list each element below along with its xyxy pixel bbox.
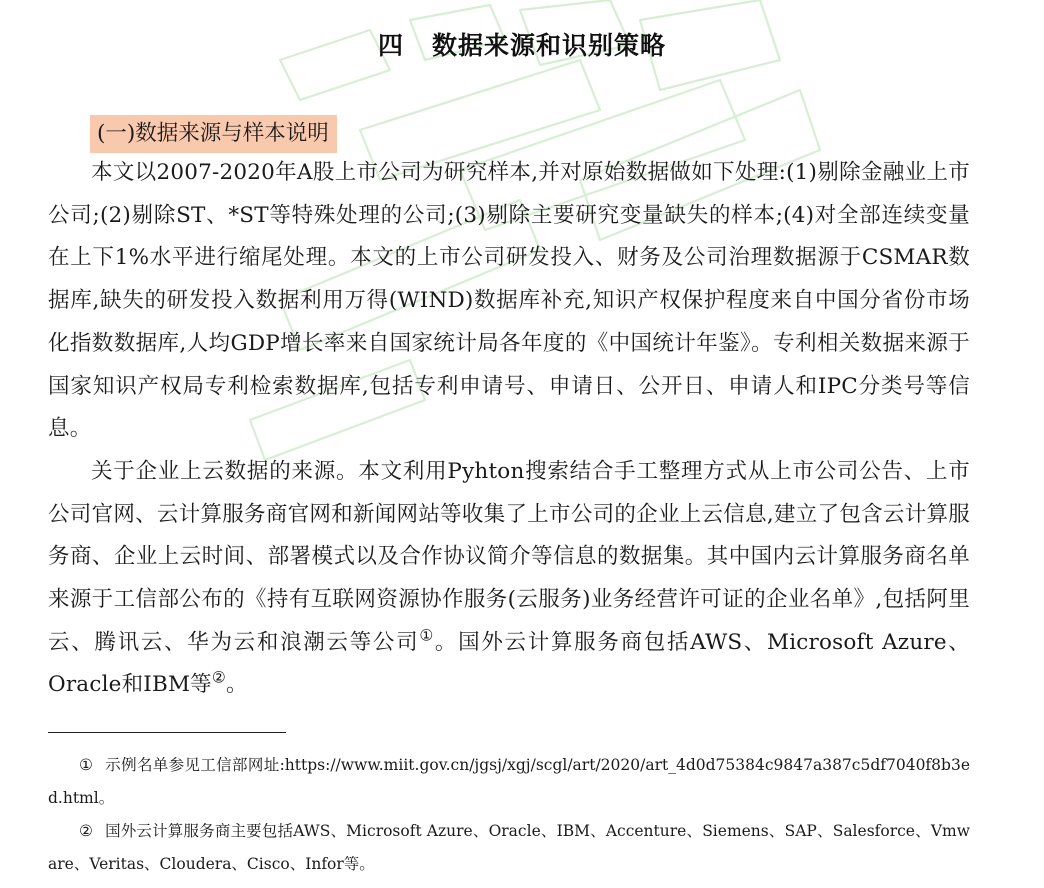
footnote-1 (48, 749, 970, 815)
footnote-ref-1[interactable]: ① (419, 626, 435, 645)
section-title-text: 数据来源和识别策略 (432, 31, 667, 60)
section-number: 四 (377, 31, 404, 60)
footnote-2-mark: ② (79, 822, 94, 840)
footnote-2-text: 国外云计算服务商主要包括AWS、Microsoft Azure、Oracle、IBM、Accenture、Siemens、SAP、Salesforce、Vmware、Veritas、Cloudera、Cisco、Infor等。 (48, 822, 970, 873)
subsection-title: (一)数据来源与样本说明 (90, 115, 337, 153)
paragraph-data-source: 本文以2007-2020年A股上市公司为研究样本,并对原始数据做如下处理:(1)剔除金融业上市公司;(2)剔除ST、*ST等特殊处理的公司;(3)剔除主要研究变量缺失的样本;(4)对全部连续变量在上下1%水平进行缩尾处理。本文的上市公司研发投入、财务及公司治理数据源于CSMAR数据库,缺失的研发投入数据利用万得(WIND)数据库补充,知识产权保护程度来自中国分省份市场化指数数据库,人均GDP增长率来自国家统计局各年度的《中国统计年鉴》。专利相关数据来源于国家知识产权局专利检索数据库,包括专利申请号、申请日、公开日、申请人和IPC分类号等信息。 (48, 160, 970, 442)
paragraph-cloud-data (48, 451, 970, 707)
footnotes (48, 749, 970, 881)
footnote-2 (48, 815, 970, 881)
footnote-divider (48, 732, 286, 733)
paragraph-cloud-data-after: 。国外云计算服务商包括AWS、Microsoft Azure、Oracle和IBM等 (48, 629, 970, 698)
body-text (48, 152, 970, 707)
paragraph-cloud-data-main: 关于企业上云数据的来源。本文利用Pyhton搜索结合手工整理方式从上市公司公告、上市公司官网、云计算服务商官网和新闻网站等收集了上市公司的企业上云信息,建立了包含云计算服务商、企业上云时间、部署模式以及合作协议简介等信息的数据集。其中国内云计算服务商名单来源于工信部公布的《持有互联网资源协作服务(云服务)业务经营许可证的企业名单》,包括阿里云、腾讯云、华为云和浪潮云等公司 (48, 458, 970, 655)
footnote-ref-2[interactable]: ② (211, 668, 226, 687)
section-title (0, 26, 1044, 62)
footnote-1-mark: ① (79, 756, 94, 774)
footnote-1-text: 示例名单参见工信部网址:https://www.miit.gov.cn/jgsj/xgj/scgl/art/2020/art_4d0d75384c9847a387c5df7040f8b3ed.html。 (48, 756, 970, 807)
paragraph-cloud-data-end: 。 (225, 672, 248, 698)
